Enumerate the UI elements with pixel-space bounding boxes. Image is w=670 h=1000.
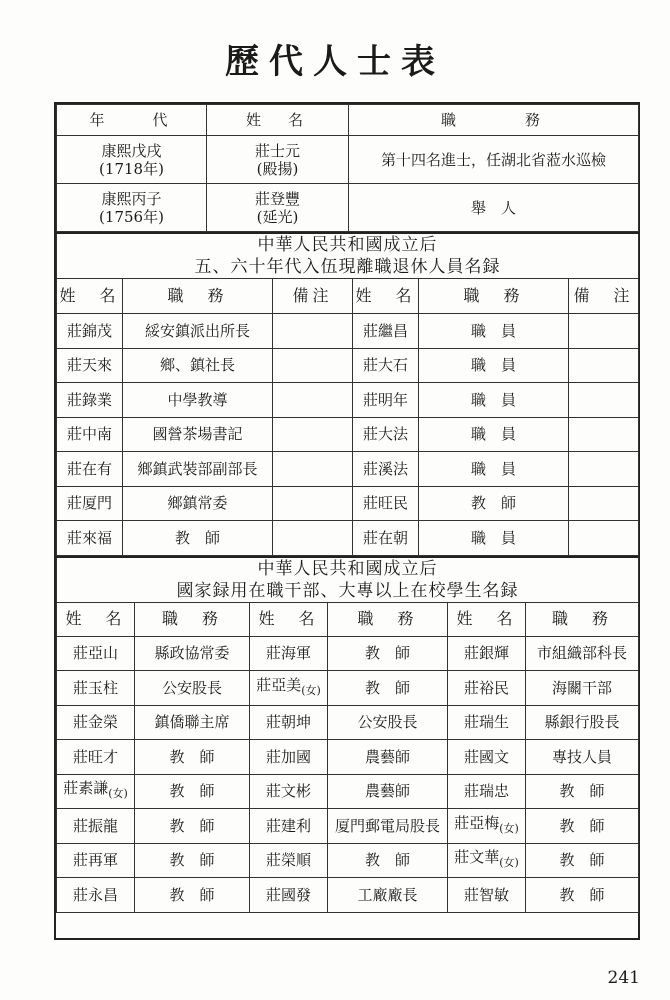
duty-cell-text: 教 師: [559, 851, 605, 870]
name-cell: [250, 809, 328, 844]
header-name: 姓 名: [207, 105, 349, 136]
name-cell: [207, 136, 349, 184]
header-duty: 職 務: [349, 105, 639, 136]
table-row: [57, 671, 639, 706]
era-text: 康熙丙子: [101, 189, 162, 208]
name-cell: [448, 705, 526, 740]
duty-cell: [419, 348, 569, 383]
name-text: 莊登豐: [254, 189, 300, 208]
header-name: 姓 名: [250, 602, 328, 636]
header-name: 姓 名: [57, 279, 123, 314]
name-cell: [57, 636, 135, 671]
duty-cell-text: 教 師: [169, 851, 215, 870]
header-duty: 職 務: [419, 279, 569, 314]
duty-cell: [135, 636, 250, 671]
cadres-students-table: [56, 556, 639, 913]
header-era: 年 代: [57, 105, 207, 136]
name-cell: [353, 314, 419, 349]
name-cell: [448, 740, 526, 775]
name-cell: [57, 314, 123, 349]
name-cell: [448, 636, 526, 671]
name-cell-text: 莊再軍: [72, 851, 118, 870]
duty-cell: [526, 671, 639, 706]
name-cell: [57, 774, 135, 809]
duty-cell: [328, 636, 448, 671]
duty-cell-text: 職 員: [470, 321, 516, 340]
duty-cell: [135, 671, 250, 706]
duty-cell-text: 中學教導: [167, 390, 228, 409]
duty-cell: [123, 348, 273, 383]
name-cell: [57, 740, 135, 775]
table-row: [57, 740, 639, 775]
name-cell: [448, 774, 526, 809]
name-cell: [57, 383, 123, 418]
name-cell-text: 莊錄業: [66, 390, 112, 409]
duty-cell-text: 職 員: [470, 390, 516, 409]
duty-cell: [328, 878, 448, 913]
duty-cell-text: 教 師: [364, 678, 410, 697]
table-row: [57, 809, 639, 844]
header-name: 姓 名: [448, 602, 526, 636]
note-cell: [569, 348, 639, 383]
page-number: 241: [607, 968, 640, 988]
duty-cell: [123, 417, 273, 452]
header-duty: 職 務: [526, 602, 639, 636]
name-cell: [448, 878, 526, 913]
name-cell: [57, 671, 135, 706]
header-note: 備 注: [569, 279, 639, 314]
table-row: [57, 136, 639, 184]
duty-cell-text: 專技人員: [552, 747, 613, 766]
header-name: 姓 名: [353, 279, 419, 314]
name-cell-text: 莊繼昌: [362, 321, 408, 340]
table-row: [57, 314, 639, 349]
year-text: (1756年): [99, 207, 164, 226]
duty-cell-text: 教 師: [559, 816, 605, 835]
name-cell-text: 莊天來: [66, 356, 112, 375]
duty-cell-text: 農藝師: [364, 782, 410, 801]
name-cell-text: 莊國文: [463, 747, 509, 766]
name-cell: [57, 417, 123, 452]
duty-cell-text: 海關干部: [552, 678, 613, 697]
header-duty: 職 務: [328, 602, 448, 636]
name-cell-text: 莊亞山: [72, 644, 118, 663]
page-title: 歷代人士表: [225, 42, 445, 82]
name-cell: [250, 671, 328, 706]
retired-personnel-rows: [57, 314, 639, 556]
note-cell: [569, 383, 639, 418]
duty-cell-text: 農藝師: [364, 747, 410, 766]
name-cell-text: 莊瑞生: [463, 713, 509, 732]
note-cell: [273, 486, 353, 521]
duty-cell-text: 職 員: [470, 356, 516, 375]
name-cell: [57, 705, 135, 740]
name-cell: [57, 452, 123, 487]
table-row: [57, 636, 639, 671]
gender-mark: (女): [108, 787, 128, 801]
name-cell-text: 莊建利: [265, 816, 311, 835]
duty-cell: [123, 521, 273, 556]
name-cell: [448, 671, 526, 706]
name-cell-text: 莊旺才: [72, 747, 118, 766]
duty-cell-text: 職 員: [470, 425, 516, 444]
duty-cell-text: 縣政協常委: [154, 644, 230, 663]
duty-cell: [123, 383, 273, 418]
name-cell-text: 莊大法: [362, 425, 408, 444]
table-row: [57, 417, 639, 452]
cadres-students-rows: [57, 636, 639, 912]
name-cell: [353, 521, 419, 556]
note-cell: [273, 348, 353, 383]
name-cell-text: 莊智敏: [463, 885, 509, 904]
duty-cell: [135, 705, 250, 740]
name-cell-text: 莊在朝: [362, 528, 408, 547]
duty-cell-text: 教 師: [364, 851, 410, 870]
note-cell: [273, 452, 353, 487]
duty-cell: [419, 452, 569, 487]
name-cell-text: 莊玉柱: [72, 678, 118, 697]
table-row: [57, 383, 639, 418]
duty-cell-text: 教 師: [169, 747, 215, 766]
section-title: [57, 557, 639, 603]
header-note: 備注: [273, 279, 353, 314]
note-cell: [569, 521, 639, 556]
table-row: [57, 843, 639, 878]
name-cell-text: 莊銀輝: [463, 644, 509, 663]
name-cell-text: 莊朝坤: [265, 713, 311, 732]
name-cell: [353, 348, 419, 383]
duty-cell: [135, 878, 250, 913]
duty-cell-text: 教 師: [174, 528, 220, 547]
duty-cell: 第十四名進士，任湖北省蒞水巡檢: [349, 136, 639, 184]
alias-text: (延光): [256, 207, 299, 226]
duty-cell-text: 縣銀行股長: [544, 713, 620, 732]
header-row: [57, 602, 639, 636]
note-cell: [273, 383, 353, 418]
name-cell: [207, 184, 349, 232]
duty-cell-text: 公安股長: [161, 678, 222, 697]
duty-cell-text: 職 員: [470, 528, 516, 547]
name-text: 莊士元: [254, 141, 300, 160]
name-cell-text: 莊海軍: [265, 644, 311, 663]
duty-cell-text: 公安股長: [357, 713, 418, 732]
note-cell: [569, 314, 639, 349]
table-row: [57, 184, 639, 232]
note-cell: [273, 417, 353, 452]
duty-cell: [526, 740, 639, 775]
historical-figures-table: [56, 104, 639, 232]
name-cell: [353, 417, 419, 452]
name-cell: [57, 878, 135, 913]
name-cell-text: 莊厦門: [66, 494, 112, 513]
header-row: [57, 279, 639, 314]
table-row: [57, 878, 639, 913]
name-cell: [250, 740, 328, 775]
duty-cell: [123, 486, 273, 521]
name-cell: [250, 636, 328, 671]
table-row: [57, 521, 639, 556]
header-duty: 職 務: [135, 602, 250, 636]
name-cell: [57, 843, 135, 878]
duty-cell: 舉 人: [349, 184, 639, 232]
table-row: [57, 348, 639, 383]
name-cell-text: 莊亞美: [256, 675, 302, 694]
duty-cell: [328, 774, 448, 809]
section-title-line2: 五、六十年代入伍現離職退休人員名録: [194, 257, 501, 277]
section-title-line1: 中華人民共和國成立后: [257, 235, 438, 255]
name-cell: [353, 452, 419, 487]
duty-cell-text: 鄉鎮常委: [167, 494, 228, 513]
duty-cell-text: 綏安鎮派出所長: [144, 321, 250, 340]
gender-mark: (女): [499, 856, 519, 870]
name-cell: [353, 383, 419, 418]
duty-cell-text: 工廠廠長: [357, 885, 418, 904]
name-cell: [448, 843, 526, 878]
name-cell-text: 莊來福: [66, 528, 112, 547]
era-text: 康熙戊戌: [101, 141, 162, 160]
section-title-line1: 中華人民共和國成立后: [257, 558, 438, 579]
gender-mark: (女): [301, 683, 321, 697]
duty-cell-text: 教 師: [169, 782, 215, 801]
duty-cell: [123, 452, 273, 487]
duty-cell: [328, 809, 448, 844]
duty-cell: [135, 809, 250, 844]
roster-frame: [54, 102, 640, 940]
duty-cell: [328, 740, 448, 775]
duty-cell: [328, 671, 448, 706]
duty-cell: [135, 740, 250, 775]
duty-cell: [526, 843, 639, 878]
name-cell: [250, 705, 328, 740]
duty-cell-text: 職 員: [470, 459, 516, 478]
name-cell: [250, 878, 328, 913]
duty-cell-text: 教 師: [169, 816, 215, 835]
duty-cell: [526, 774, 639, 809]
name-cell: [448, 809, 526, 844]
duty-cell-text: 市組織部科長: [537, 644, 628, 663]
name-cell: [353, 486, 419, 521]
note-cell: [569, 486, 639, 521]
duty-cell: [419, 314, 569, 349]
name-cell-text: 莊國發: [265, 885, 311, 904]
duty-cell: [123, 314, 273, 349]
name-cell-text: 莊旺民: [362, 494, 408, 513]
note-cell: [569, 417, 639, 452]
table-row: [57, 774, 639, 809]
table-row: [57, 486, 639, 521]
name-cell: [250, 843, 328, 878]
note-cell: [273, 521, 353, 556]
duty-cell: [419, 383, 569, 418]
duty-cell: [526, 809, 639, 844]
duty-cell: [419, 521, 569, 556]
retired-personnel-table: [56, 232, 639, 556]
name-cell-text: 莊文華: [454, 848, 500, 867]
alias-text: (殿揚): [256, 159, 299, 178]
name-cell: [57, 486, 123, 521]
duty-cell-text: 鎮僑聯主席: [154, 713, 230, 732]
name-cell-text: 莊瑞忠: [463, 782, 509, 801]
duty-cell-text: 厦門郵電局股長: [334, 816, 440, 835]
duty-cell-text: 國營茶場書記: [152, 425, 243, 444]
duty-cell: [526, 705, 639, 740]
note-cell: [273, 314, 353, 349]
duty-cell: [419, 417, 569, 452]
note-cell: [569, 452, 639, 487]
section-title: [57, 233, 639, 279]
name-cell-text: 莊錦茂: [66, 321, 112, 340]
duty-cell-text: 教 師: [169, 885, 215, 904]
duty-cell-text: 教 師: [559, 885, 605, 904]
header-duty: 職 務: [123, 279, 273, 314]
name-cell-text: 莊振龍: [72, 816, 118, 835]
name-cell-text: 莊素謙: [63, 779, 109, 798]
name-cell-text: 莊榮順: [265, 851, 311, 870]
name-cell-text: 莊在有: [66, 459, 112, 478]
duty-cell-text: 鄉鎮武裝部副部長: [137, 459, 258, 478]
duty-cell: [419, 486, 569, 521]
name-cell-text: 莊裕民: [463, 678, 509, 697]
name-cell-text: 莊亞梅: [454, 813, 500, 832]
name-cell-text: 莊文彬: [265, 782, 311, 801]
year-text: (1718年): [99, 159, 164, 178]
name-cell-text: 莊大石: [362, 356, 408, 375]
duty-cell-text: 教 師: [364, 644, 410, 663]
name-cell-text: 莊中南: [66, 425, 112, 444]
era-cell: [57, 184, 207, 232]
duty-cell: [526, 636, 639, 671]
name-cell: [57, 809, 135, 844]
duty-cell-text: 教 師: [470, 494, 516, 513]
name-cell-text: 莊加國: [265, 747, 311, 766]
name-cell: [57, 521, 123, 556]
section-title-line2: 國家録用在職干部、大專以上在校學生名録: [176, 580, 519, 601]
duty-cell: [328, 705, 448, 740]
name-cell-text: 莊溪法: [362, 459, 408, 478]
table-row: [57, 452, 639, 487]
era-cell: [57, 136, 207, 184]
duty-cell: [526, 878, 639, 913]
duty-cell-text: 教 師: [559, 782, 605, 801]
table-row: [57, 705, 639, 740]
duty-cell: [328, 843, 448, 878]
name-cell-text: 莊永昌: [72, 885, 118, 904]
name-cell-text: 莊金榮: [72, 713, 118, 732]
gender-mark: (女): [499, 821, 519, 835]
name-cell: [57, 348, 123, 383]
name-cell-text: 莊明年: [362, 390, 408, 409]
name-cell: [250, 774, 328, 809]
duty-cell-text: 鄉、鎮社長: [159, 356, 235, 375]
duty-cell: [135, 774, 250, 809]
header-name: 姓 名: [57, 602, 135, 636]
duty-cell: [135, 843, 250, 878]
